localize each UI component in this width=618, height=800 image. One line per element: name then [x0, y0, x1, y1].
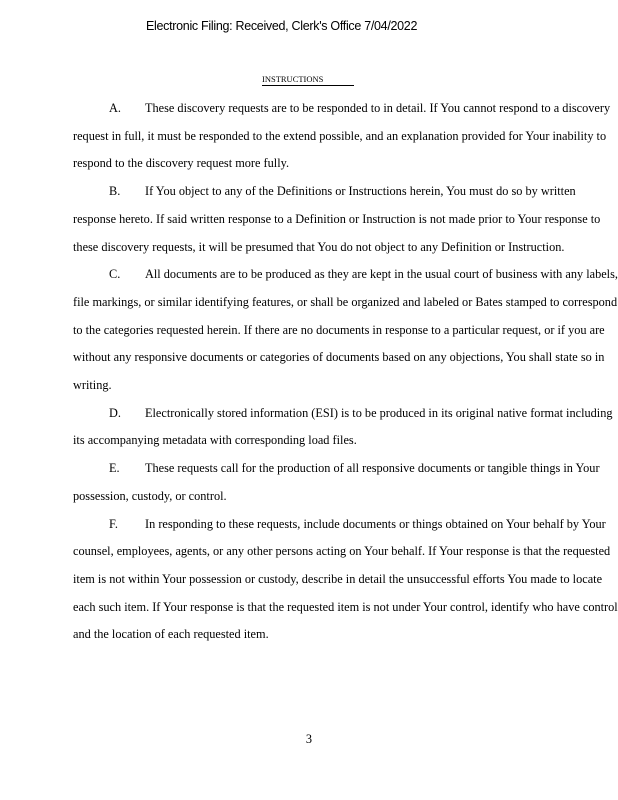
instruction-paragraph: [73, 400, 618, 455]
filing-stamp: Electronic Filing: Received, Clerk's Office 7/04/2022: [146, 19, 418, 33]
instruction-paragraph: [73, 178, 618, 261]
paragraph-letter: F.: [109, 516, 118, 531]
instruction-paragraph: [73, 95, 618, 178]
page-number: 3: [305, 732, 313, 746]
paragraph-letter: C.: [109, 267, 121, 282]
paragraph-text: In responding to these requests, include documents or things obtained on Your behalf by Your counsel, employees, agents, or any other persons acting on Your behalf. If Your response is that the requested item is not within Your possession or custody, describe in detail the unsuccessful efforts You made to locate each such item. If Your response is that the requested item is not under Your control, identify who have control and the location of each requested item.: [73, 516, 618, 642]
paragraph-text: These discovery requests are to be responded to in detail. If You cannot respond to a discovery request in full, it must be responded to the extend possible, and an explanation provided for Your inability to respond to the discovery request more fully.: [73, 101, 611, 171]
paragraph-letter: D.: [109, 405, 121, 420]
instruction-paragraph: [73, 455, 618, 510]
paragraph-text: If You object to any of the Definitions or Instructions herein, You must do so by written response hereto. If said written response to a Definition or Instruction is not made prior to Your response to these discovery requests, it will be presumed that You do not object to any Definition or Instruction.: [73, 184, 601, 254]
paragraph-letter: E.: [109, 461, 120, 476]
instruction-paragraph: [73, 261, 618, 400]
instruction-paragraph: [73, 511, 618, 650]
section-title: INSTRUCTIONS: [262, 74, 354, 86]
instructions-list: [73, 95, 618, 649]
paragraph-text: Electronically stored information (ESI) is to be produced in its original native format including its accompanying metadata with corresponding load files.: [73, 405, 613, 448]
paragraph-letter: B.: [109, 184, 121, 199]
paragraph-letter: A.: [109, 101, 121, 115]
paragraph-text: These requests call for the production of all responsive documents or tangible things in Your possession, custody, or control.: [73, 461, 600, 503]
paragraph-text: All documents are to be produced as they are kept in the usual court of business with any labels, file markings, or similar identifying features, or shall be organized and labeled or Bates stamped to correspond to the categories requested herein. If there are no documents in response to a particular request, or if you are without any responsive documents or categories of documents based on any objections, You shall state so in writing.: [73, 267, 618, 393]
